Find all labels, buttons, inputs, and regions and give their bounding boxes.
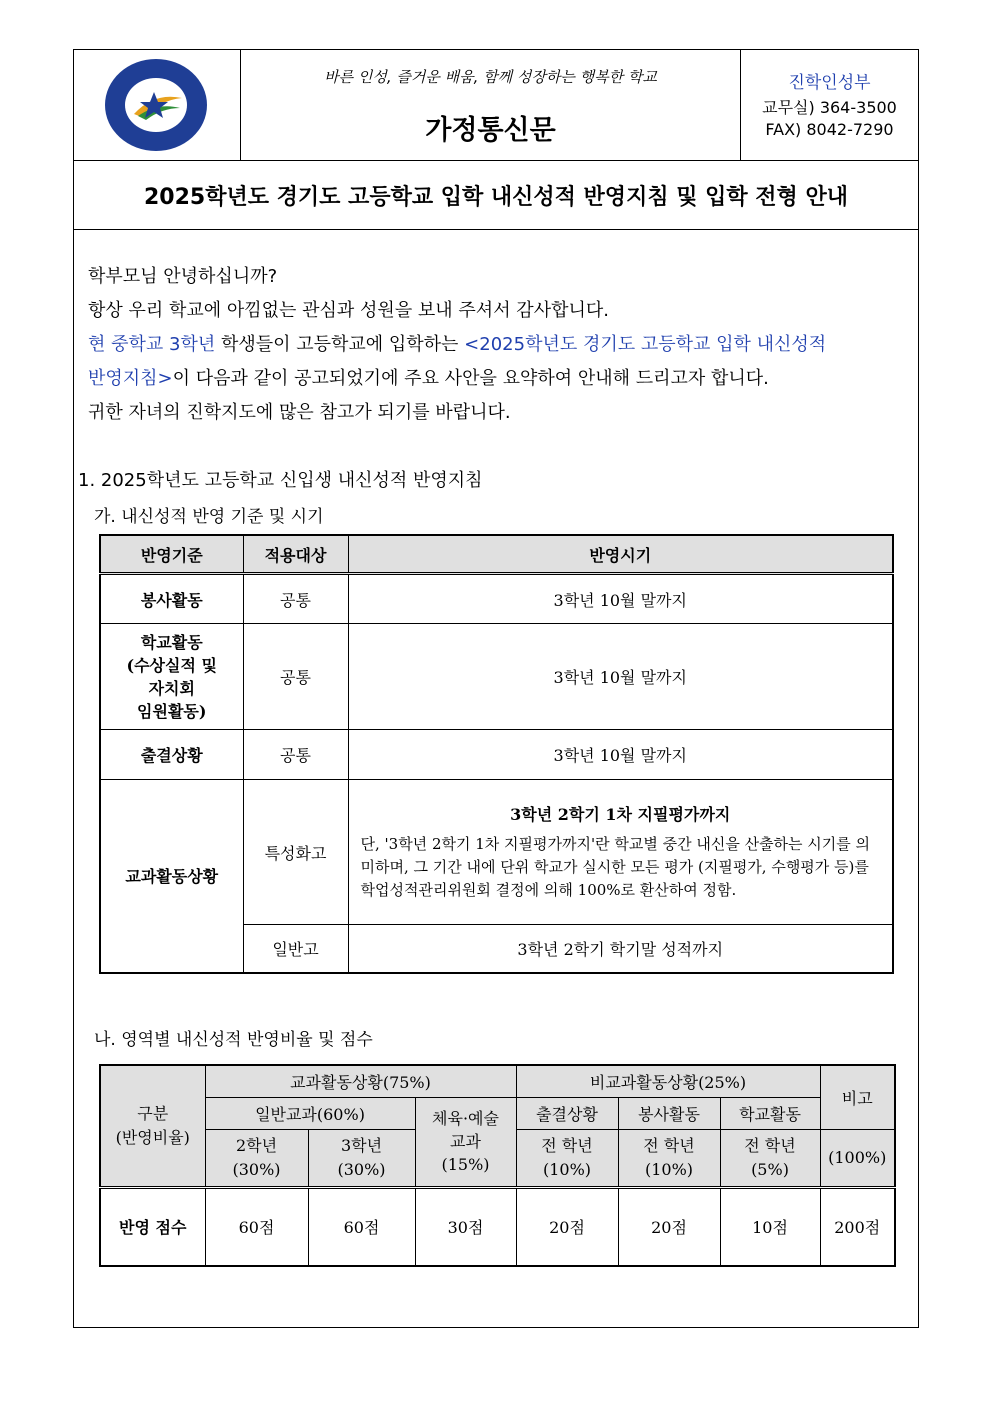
criterion-cell: 봉사활동 — [100, 574, 243, 624]
pe-arts-line: 교과 — [450, 1132, 481, 1151]
grade2-header — [205, 1129, 308, 1187]
category-sub: (반영비율) — [115, 1127, 190, 1147]
pe-arts-line: (15%) — [441, 1155, 490, 1174]
main-title: 2025학년도 경기도 고등학교 입학 내신성적 반영지침 및 입학 전형 안내 — [144, 185, 848, 210]
highlight-text: <2025학년도 경기도 고등학교 입학 내신성적 — [464, 334, 827, 355]
attendance-header: 출결상황 — [516, 1097, 618, 1129]
score-cell: 10점 — [720, 1187, 820, 1266]
non-subject-group-header: 비교과활동상황(25%) — [516, 1065, 820, 1097]
pe-arts-header — [415, 1097, 516, 1187]
newsletter-header — [74, 50, 918, 161]
department-name: 진학인성부 — [788, 73, 871, 93]
score-cell: 60점 — [205, 1187, 308, 1266]
score-cell: 30점 — [415, 1187, 516, 1266]
paper-title: 가정통신문 — [425, 115, 556, 146]
target-cell: 공통 — [243, 730, 348, 780]
highlight-text: 반영지침> — [88, 368, 173, 389]
contact-cell — [741, 50, 918, 160]
office-phone: 교무실) 364-3500 — [762, 98, 897, 117]
score-cell: 60점 — [308, 1187, 415, 1266]
target-cell: 특성화고 — [243, 780, 348, 925]
subsection-title: 가. 내신성적 반영 기준 및 시기 — [94, 507, 324, 527]
timing-cell: 3학년 10월 말까지 — [348, 574, 893, 624]
pe-arts-line: 체육·예술 — [432, 1109, 499, 1128]
criterion-cell — [100, 624, 243, 730]
motto-cell — [241, 50, 741, 160]
criteria-table — [99, 534, 894, 974]
subsection-title: 나. 영역별 내신성적 반영비율 및 점수 — [94, 1030, 373, 1050]
volunteer-ratio-header — [618, 1129, 720, 1187]
header-line: (30%) — [337, 1159, 386, 1179]
section-title: 1. 2025학년도 고등학교 신입생 내신성적 반영지침 — [78, 470, 483, 491]
category-label: 구분 — [137, 1103, 169, 1123]
school-logo-icon — [104, 58, 208, 152]
target-cell: 공통 — [243, 574, 348, 624]
highlight-text: 현 중학교 3학년 — [88, 334, 216, 355]
table-row — [100, 624, 893, 730]
header-line: (10%) — [644, 1159, 694, 1179]
logo-cell — [74, 50, 241, 160]
criterion-cell: 출결상황 — [100, 730, 243, 780]
table-row — [100, 730, 893, 780]
score-cell: 200점 — [820, 1187, 895, 1266]
total-ratio-header: (100%) — [820, 1129, 895, 1187]
criterion-line: 자치회 — [148, 678, 195, 698]
header-line: (5%) — [751, 1159, 789, 1179]
activity-ratio-header — [720, 1129, 820, 1187]
table-header: 반영시기 — [348, 535, 893, 574]
timing-cell: 3학년 10월 말까지 — [348, 624, 893, 730]
score-cell: 20점 — [516, 1187, 618, 1266]
ratio-table — [99, 1064, 896, 1267]
timing-highlight: 3학년 2학기 1차 지필평가까지 — [510, 805, 731, 824]
criterion-cell: 교과활동상황 — [100, 780, 243, 973]
volunteer-header: 봉사활동 — [618, 1097, 720, 1129]
intro-line: 학부모님 안녕하십니까? — [88, 266, 278, 287]
subject-group-header: 교과활동상황(75%) — [205, 1065, 516, 1097]
header-line: 전 학년 — [744, 1135, 796, 1155]
attendance-ratio-header — [516, 1129, 618, 1187]
remark-header: 비고 — [820, 1065, 895, 1129]
header-line: 3학년 — [340, 1135, 383, 1155]
intro-line: 귀한 자녀의 진학지도에 많은 참고가 되기를 바랍니다. — [88, 402, 511, 423]
fax-number: FAX) 8042-7290 — [765, 120, 894, 139]
school-motto: 바른 인성, 즐거운 배움, 함께 성장하는 행복한 학교 — [324, 68, 657, 86]
score-row — [100, 1187, 895, 1266]
header-line: 전 학년 — [541, 1135, 593, 1155]
intro-line — [88, 328, 918, 362]
criterion-line: (수상실적 및 — [126, 655, 217, 675]
table-row — [100, 574, 893, 624]
score-cell: 20점 — [618, 1187, 720, 1266]
timing-cell: 3학년 2학기 학기말 성적까지 — [348, 925, 893, 973]
category-header — [100, 1065, 205, 1187]
table-header: 적용대상 — [243, 535, 348, 574]
criterion-line: 임원활동) — [137, 701, 207, 721]
intro-text — [88, 260, 918, 430]
timing-cell — [348, 780, 893, 925]
general-subject-header: 일반교과(60%) — [205, 1097, 415, 1129]
criterion-line: 학교활동 — [140, 632, 203, 652]
intro-line: 항상 우리 학교에 아낌없는 관심과 성원을 보내 주셔서 감사합니다. — [88, 300, 609, 321]
target-cell: 공통 — [243, 624, 348, 730]
school-activity-header: 학교활동 — [720, 1097, 820, 1129]
intro-text-span: 학생들이 고등학교에 입학하는 — [215, 334, 465, 355]
timing-cell: 3학년 10월 말까지 — [348, 730, 893, 780]
score-label-cell: 반영 점수 — [100, 1187, 205, 1266]
header-line: (30%) — [232, 1159, 281, 1179]
table-header: 반영기준 — [100, 535, 243, 574]
title-band — [74, 161, 918, 230]
intro-text-span: 이 다음과 같이 공고되었기에 주요 사안을 요약하여 안내해 드리고자 합니다. — [172, 368, 769, 389]
intro-line — [88, 362, 918, 396]
table-row — [100, 780, 893, 925]
grade3-header — [308, 1129, 415, 1187]
timing-note: 단, '3학년 2학기 1차 지필평가까지'란 학교별 중간 내신을 산출하는 시기를 의미하며, 그 기간 내에 단위 학교가 실시한 모든 평가 (지필평가, 수행평가 등)를 학업성적관리위원회 결정에 의해 100%로 환산하여 정함. — [360, 835, 871, 899]
header-line: 2학년 — [235, 1135, 278, 1155]
newsletter-frame — [73, 49, 919, 1328]
target-cell: 일반고 — [243, 925, 348, 973]
header-line: (10%) — [542, 1159, 592, 1179]
header-line: 전 학년 — [643, 1135, 695, 1155]
